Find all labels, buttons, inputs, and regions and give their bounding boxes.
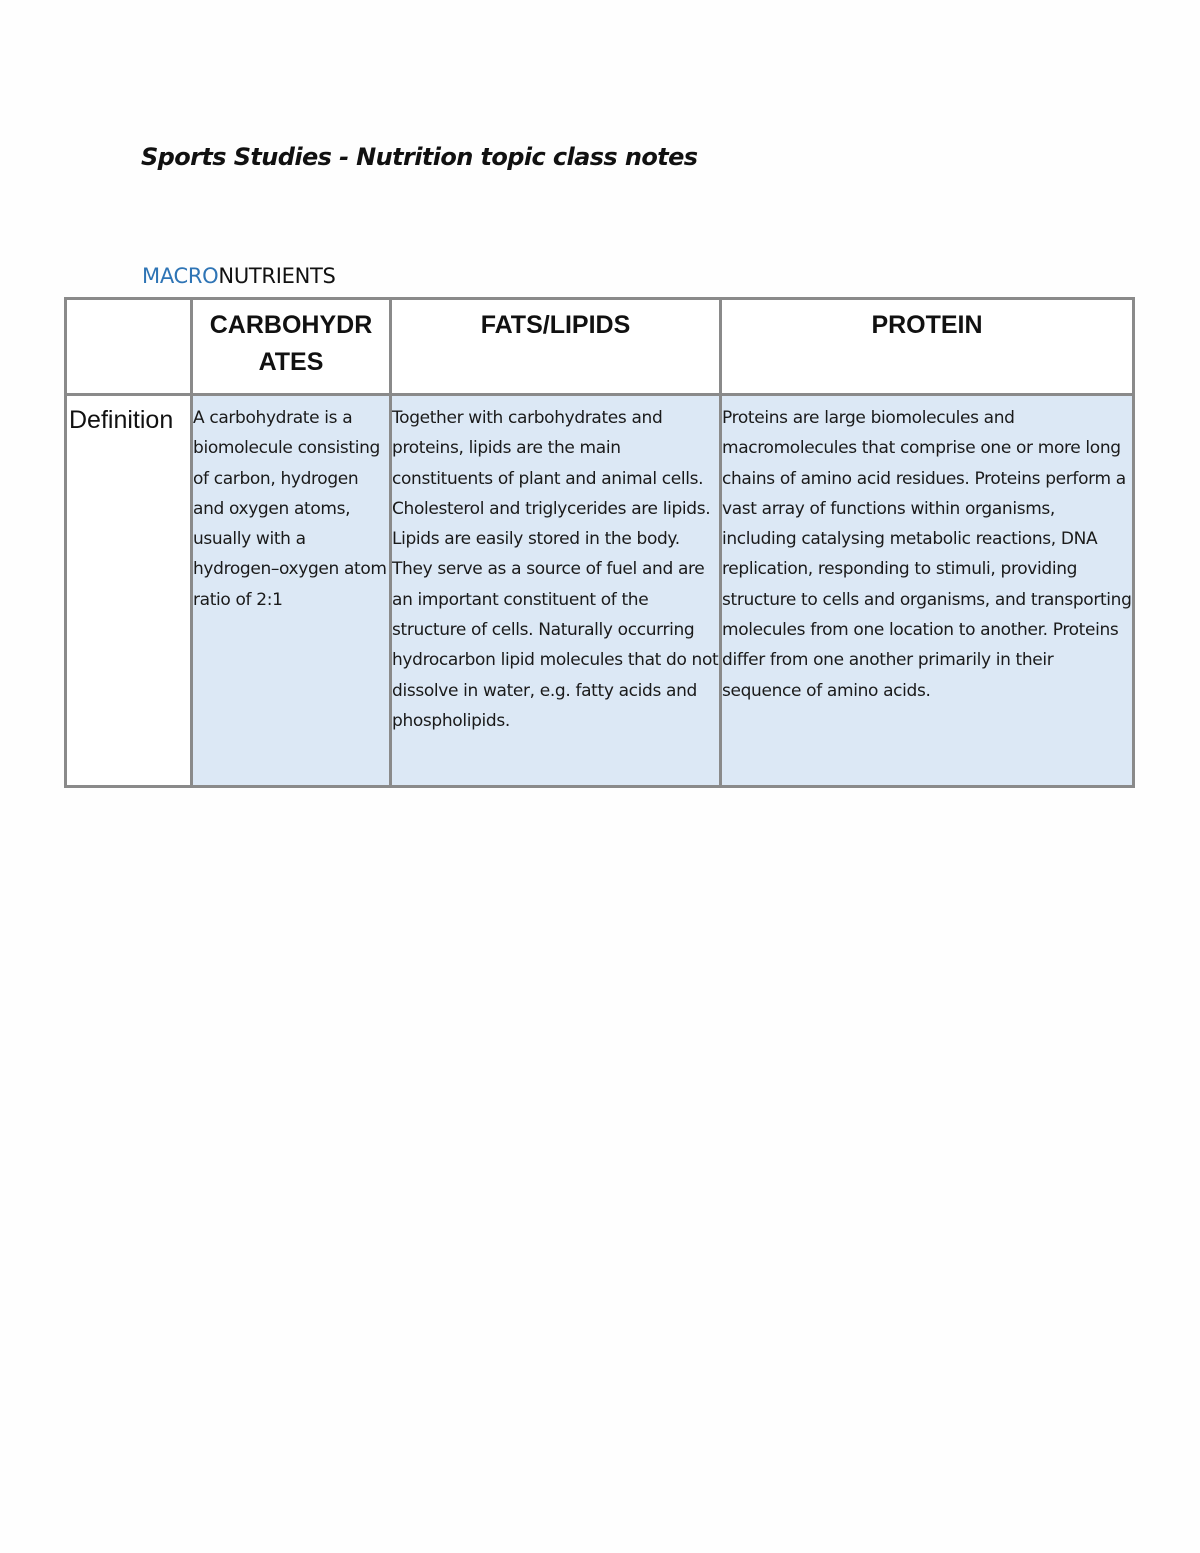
- table-header-row: [66, 299, 1134, 395]
- column-header-label: CARBOHYDRATES: [209, 311, 373, 376]
- fats-lipids-definition-cell: Together with carbohydrates and proteins, lipids are the main constituents of plant and animal cells. Cholesterol and triglycerides are lipids. Lipids are easily stored in the body. They serve as a source of fuel and are an important constituent of the structure of cells. Naturally occurring hydrocarbon lipid molecules that do not dissolve in water, e.g. fatty acids and phospholipids.: [391, 395, 721, 787]
- table-row: [66, 395, 1134, 787]
- macronutrients-table: [64, 297, 1135, 788]
- section-heading-rest: NUTRIENTS: [218, 264, 336, 288]
- table-corner-cell: [66, 299, 192, 395]
- document-title: Sports Studies - Nutrition topic class notes: [141, 143, 698, 171]
- section-heading: [142, 264, 336, 288]
- row-label-definition: Definition: [66, 395, 192, 787]
- protein-definition-cell: Proteins are large biomolecules and macromolecules that comprise one or more long chains of amino acid residues. Proteins perform a vast array of functions within organisms, including catalysing metabolic reactions, DNA replication, responding to stimuli, providing structure to cells and organisms, and transporting molecules from one location to another. Proteins differ from one another primarily in their sequence of amino acids.: [721, 395, 1134, 787]
- column-header-fats-lipids: FATS/LIPIDS: [391, 299, 721, 395]
- column-header-carbohydrates: [192, 299, 391, 395]
- column-header-protein: PROTEIN: [721, 299, 1134, 395]
- carbohydrates-definition-cell: A carbohydrate is a biomolecule consisting of carbon, hydrogen and oxygen atoms, usually with a hydrogen–oxygen atom ratio of 2:1: [192, 395, 391, 787]
- section-heading-accent: MACRO: [142, 264, 219, 288]
